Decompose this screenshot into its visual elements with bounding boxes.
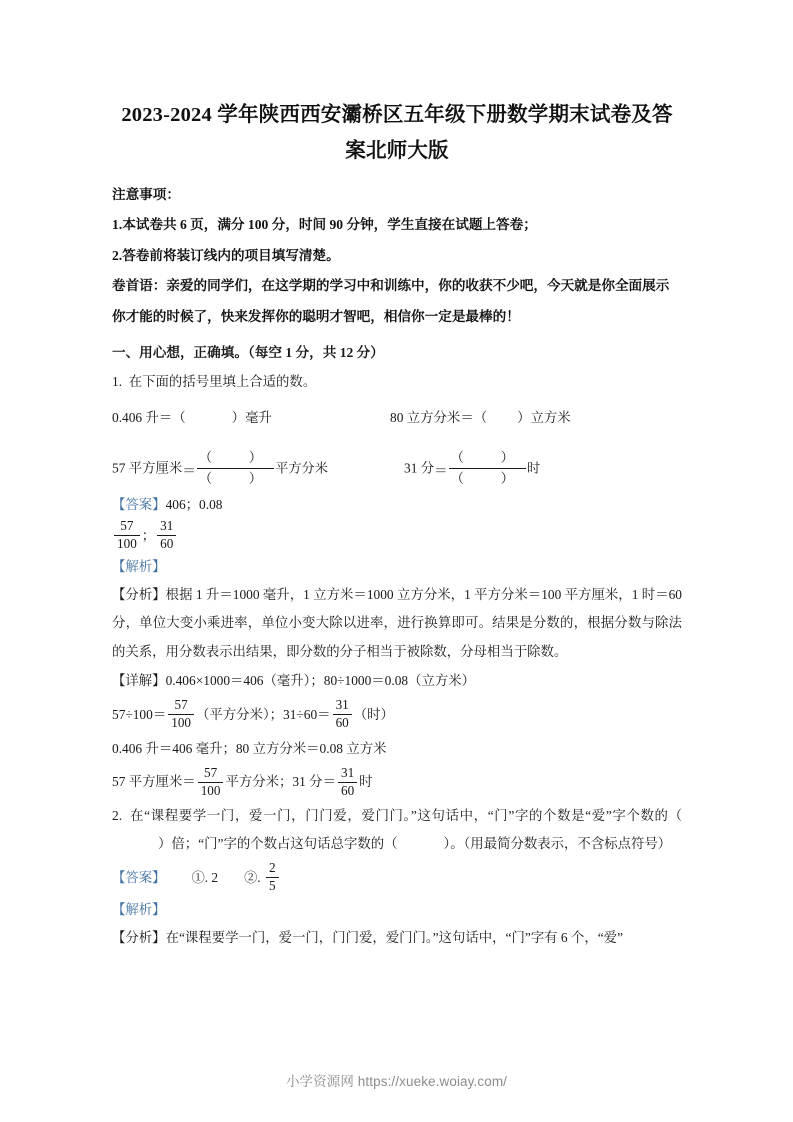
detail-4-part-c: 时 bbox=[359, 774, 373, 790]
unit-liter: 升 bbox=[145, 410, 159, 426]
value-31: 31 bbox=[404, 459, 418, 475]
detail-fraction-57-100: $\frac{57}{100}$ bbox=[168, 698, 194, 731]
question-1-detail-line-3: 0.406 升＝406 毫升；80 立方分米＝0.08 立方米 bbox=[112, 740, 387, 756]
question-1-analysis bbox=[112, 581, 682, 667]
answer-fraction-2-5: $\frac{2}{5}$ bbox=[266, 861, 279, 894]
answer-fraction-separator: ； bbox=[141, 527, 156, 543]
page-title: 2023-2024 学年陕西西安灞桥区五年级下册数学期末试卷及答案北师大版 bbox=[121, 104, 673, 162]
question-1-answer-value: 406；0.08 bbox=[165, 497, 223, 513]
question-1-detail-line-2 bbox=[112, 696, 682, 735]
analysis-label-q2: 【分析】 bbox=[112, 930, 166, 946]
conversion-item-cm2-to-dm2: 57 平方厘米＝ $\frac{( )}{( )}$ 平方分米 bbox=[112, 449, 328, 487]
detail-fraction-57-100-b: $\frac{57}{100}$ bbox=[198, 766, 224, 799]
footer-watermark: 小学资源网 https://xueke.woiay.com/ bbox=[285, 1074, 508, 1089]
unit-cubic-meter: 立方米 bbox=[530, 410, 571, 426]
detail-2-part-b: （平方分米）；31÷60＝ bbox=[196, 706, 331, 722]
detail-fraction-31-60: $\frac{31}{60}$ bbox=[333, 698, 352, 731]
answer-item-2 bbox=[244, 859, 280, 898]
analysis-tag: 【解析】 bbox=[112, 558, 166, 574]
answer-item-2-marker: ②. bbox=[244, 869, 261, 885]
conversion-item-liter-to-ml: 0.406 升＝（ ）毫升 bbox=[112, 410, 272, 426]
answer-tag-q2: 【答案】 bbox=[112, 869, 166, 885]
detail-4-part-a: 57 平方厘米＝ bbox=[112, 774, 196, 790]
unit-square-decimeter: 平方分米 bbox=[275, 459, 328, 475]
detail-2-part-a: 57÷100＝ bbox=[112, 706, 167, 722]
question-2-answer-line bbox=[112, 859, 682, 898]
question-1-stem-text: 在下面的括号里填上合适的数。 bbox=[128, 373, 317, 389]
conversion-item-min-to-hour: 31 分＝ $\frac{( )}{( )}$ 时 bbox=[404, 449, 541, 487]
question-1-detail-text-1: 0.406×1000＝406（毫升）；80÷1000＝0.08（立方米） bbox=[165, 672, 476, 688]
question-1-detail-line-1 bbox=[112, 667, 682, 696]
question-2-analysis bbox=[112, 924, 682, 953]
question-1-conversion-row-1 bbox=[112, 396, 682, 430]
unit-hour: 时 bbox=[527, 459, 541, 475]
answer-tag: 【答案】 bbox=[112, 497, 166, 513]
detail-4-part-b: 平方分米；31 分＝ bbox=[225, 774, 336, 790]
question-2-stem-part-3: ）。（用最简分数表示，不含标点符号） bbox=[443, 836, 672, 852]
page-content bbox=[112, 98, 682, 953]
unit-minute: 分 bbox=[420, 459, 435, 475]
question-1-answer-fractions bbox=[112, 519, 682, 554]
notice-item-1: 1.本试卷共 6 页，满分 100 分，时间 90 分钟，学生直接在试题上答卷； bbox=[112, 217, 537, 233]
question-1-stem bbox=[112, 368, 682, 396]
question-1-analysis-tag-line bbox=[112, 554, 682, 581]
question-2-stem bbox=[112, 802, 682, 858]
detail-label: 【详解】 bbox=[112, 672, 166, 688]
value-57: 57 bbox=[112, 459, 126, 475]
question-1-detail-line-4 bbox=[112, 763, 682, 802]
question-2-stem-part-2: ）倍；“门”字的个数占这句话总字数的（ bbox=[158, 836, 398, 852]
notice-item-2: 2.答卷前将装订线内的项目填写清楚。 bbox=[112, 247, 340, 263]
question-2-analysis-tag-line bbox=[112, 897, 682, 924]
analysis-tag-q2: 【解析】 bbox=[112, 902, 166, 918]
unit-cubic-decimeter: 立方分米 bbox=[406, 410, 461, 426]
unit-milliliter: 毫升 bbox=[245, 410, 272, 426]
question-2-analysis-text: 在“课程要学一门，爱一门，门门爱，爱门门。”这句话中，“门”字有 6 个，“爱” bbox=[165, 930, 624, 946]
value-0406: 0.406 bbox=[112, 410, 143, 426]
notice-heading: 注意事项： bbox=[112, 186, 180, 202]
answer-item-1 bbox=[192, 859, 219, 898]
answer-item-1-value: 2 bbox=[211, 869, 219, 885]
value-80: 80 bbox=[390, 410, 404, 426]
answer-item-1-marker: ①. bbox=[191, 869, 209, 885]
unit-square-centimeter: 平方厘米 bbox=[128, 459, 183, 475]
analysis-label: 【分析】 bbox=[112, 586, 166, 602]
question-1-analysis-text: 根据 1 升＝1000 毫升，1 立方米＝1000 立方分米，1 平方分米＝100 平方厘米，1 时＝60 分，单位大变小乘进率，单位小变大除以进率，进行换算即可。结果是分数的，根据分数与除法的关系，用分数表示出结果，即分数的分子相当于被除数，分母相当于除数。 bbox=[112, 586, 682, 660]
conversion-item-dm3-to-m3: 80 立方分米＝（ ）立方米 bbox=[390, 410, 571, 426]
question-1-answer-line bbox=[112, 492, 682, 519]
question-2-stem-part-1: 在“课程要学一门，爱一门，门门爱，爱门门。”这句话中，“门”字的个数是“爱”字个数的（ bbox=[130, 808, 682, 824]
blank-fraction-hour: $\frac{( )}{( )}$ bbox=[450, 449, 525, 487]
detail-2-part-c: （时） bbox=[353, 706, 394, 722]
blank-fraction-dm2: $\frac{( )}{( )}$ bbox=[198, 449, 273, 487]
answer-fraction-57-100: $\frac{57}{100}$ bbox=[114, 519, 140, 552]
question-2-number: 2. bbox=[112, 808, 123, 824]
answer-fraction-31-60: $\frac{31}{60}$ bbox=[157, 519, 176, 552]
notice-preface: 卷首语：亲爱的同学们，在这学期的学习中和训练中，你的收获不少吧，今天就是你全面展示你才能的时候了，快来发挥你的聪明才智吧，相信你一定是最棒的！ bbox=[112, 278, 670, 325]
detail-fraction-31-60-b: $\frac{31}{60}$ bbox=[338, 766, 357, 799]
section-heading-one: 一、用心想，正确填。（每空 1 分，共 12 分） bbox=[112, 344, 384, 360]
question-1-conversion-row-2 bbox=[112, 430, 682, 492]
question-1-number: 1. bbox=[112, 373, 123, 389]
